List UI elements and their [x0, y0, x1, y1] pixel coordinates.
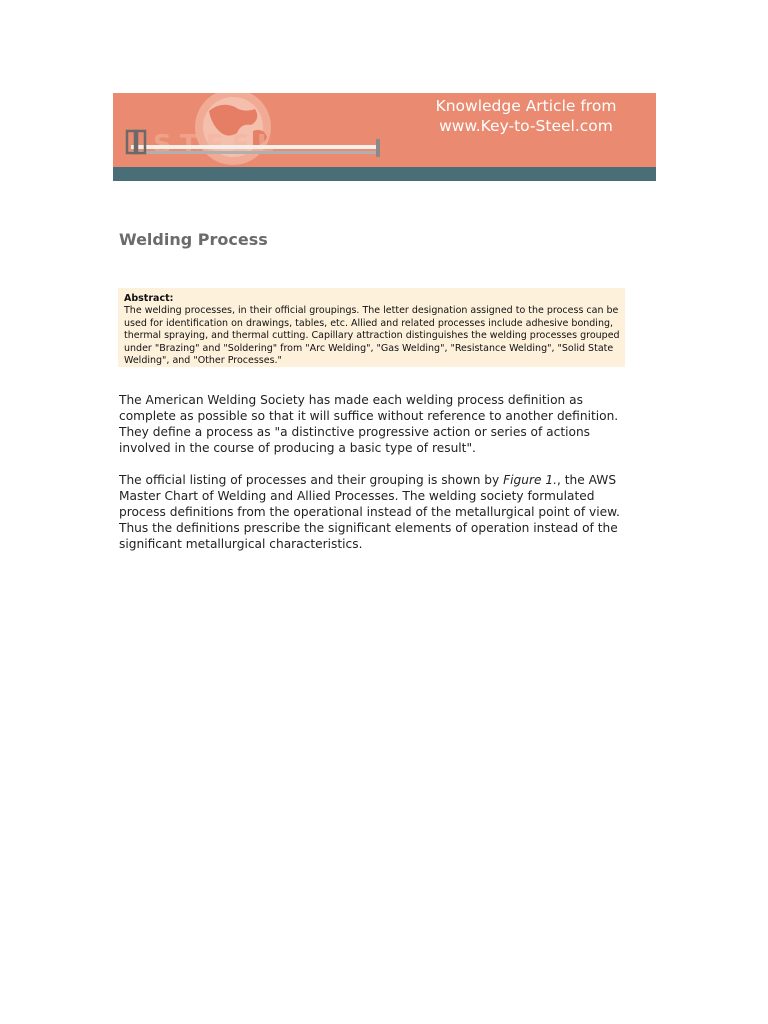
- globe-logo-graphic: [113, 93, 381, 167]
- abstract-text: The welding processes, in their official groupings. The letter designation assigned to the process can be used for identification on drawings, tables, etc. Allied and related processes include adhesive bonding, thermal spraying, and thermal cutting. Capillary attraction distinguishes the welding processes grouped under "Brazing" and "Soldering" from "Arc Welding", "Gas Welding", "Resistance Welding", "Solid State Welding", and "Other Processes.": [124, 305, 620, 367]
- figure-reference: Figure 1.: [503, 473, 557, 487]
- banner-line-1: Knowledge Article from: [435, 97, 617, 115]
- paragraph-2-text-start: The official listing of processes and their grouping is shown by: [119, 473, 504, 487]
- banner-caption: [416, 96, 636, 136]
- header-banner: [113, 93, 656, 181]
- abstract-box: [118, 288, 625, 367]
- body-paragraph-2: [119, 472, 631, 552]
- banner-bottom-bar: [113, 167, 656, 181]
- banner-line-2: www.Key-to-Steel.com: [439, 117, 613, 135]
- abstract-label: Abstract:: [124, 293, 174, 304]
- page-title: Welding Process: [119, 230, 268, 249]
- body-paragraph-1: The American Welding Society has made each welding process definition as complete as possible so that it will suffice without reference to another definition. They define a process as "a distinctive progressive action or series of actions involved in the course of producing a basic type of result".: [119, 393, 619, 455]
- paragraph-2-text-end: , the AWS Master Chart of Welding and Allied Processes. The welding society formulated process definitions from the operational instead of the metallurgical point of view. Thus the definitions prescribe the significant elements of operation instead of the significant metallurgical characteristics.: [119, 473, 620, 551]
